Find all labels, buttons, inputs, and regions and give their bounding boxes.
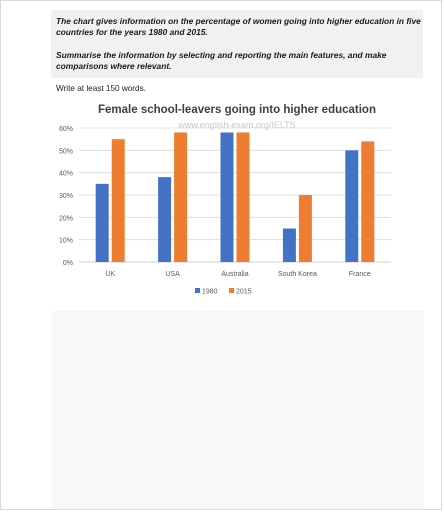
x-tick-label: South Korea — [277, 271, 317, 278]
legend-label: 1980 — [202, 288, 218, 296]
bar-chart — [51, 94, 423, 308]
legend-swatch — [195, 288, 200, 293]
y-tick-label: 50% — [58, 148, 73, 156]
task-paragraph-1: The chart gives information on the percentage of women going into higher education in five countries for the years 1980 and 2015. — [56, 16, 421, 37]
y-tick-label: 10% — [58, 237, 73, 245]
answer-area — [52, 311, 424, 509]
bar-1980 — [96, 184, 109, 262]
y-tick-label: 40% — [58, 170, 73, 178]
y-tick-label: 0% — [62, 260, 73, 267]
y-tick-label: 60% — [58, 126, 73, 133]
word-count-instruction: Write at least 150 words. — [56, 84, 146, 93]
y-tick-label: 20% — [58, 215, 73, 223]
bar-1980 — [158, 177, 171, 262]
bar-1980 — [345, 150, 358, 262]
bar-2015 — [361, 141, 374, 262]
bar-2015 — [299, 195, 312, 262]
bar-1980 — [221, 132, 234, 262]
x-tick-label: UK — [105, 271, 116, 278]
legend-label: 2015 — [236, 288, 252, 296]
y-tick-label: 30% — [58, 193, 73, 200]
bar-2015 — [237, 132, 250, 262]
x-tick-label: USA — [165, 271, 180, 278]
chart-watermark: www.english-exam.org/IELTS — [178, 120, 296, 130]
chart-title: Female school-leavers going into higher education — [98, 104, 376, 116]
x-tick-label: Australia — [221, 271, 249, 278]
bar-2015 — [174, 132, 187, 262]
bar-1980 — [283, 229, 296, 263]
bar-2015 — [112, 139, 125, 262]
x-tick-label: France — [348, 271, 371, 278]
legend-swatch — [229, 288, 234, 293]
task-paragraph-2: Summarise the information by selecting and reporting the main features, and make comparisons where relevant. — [56, 50, 387, 71]
